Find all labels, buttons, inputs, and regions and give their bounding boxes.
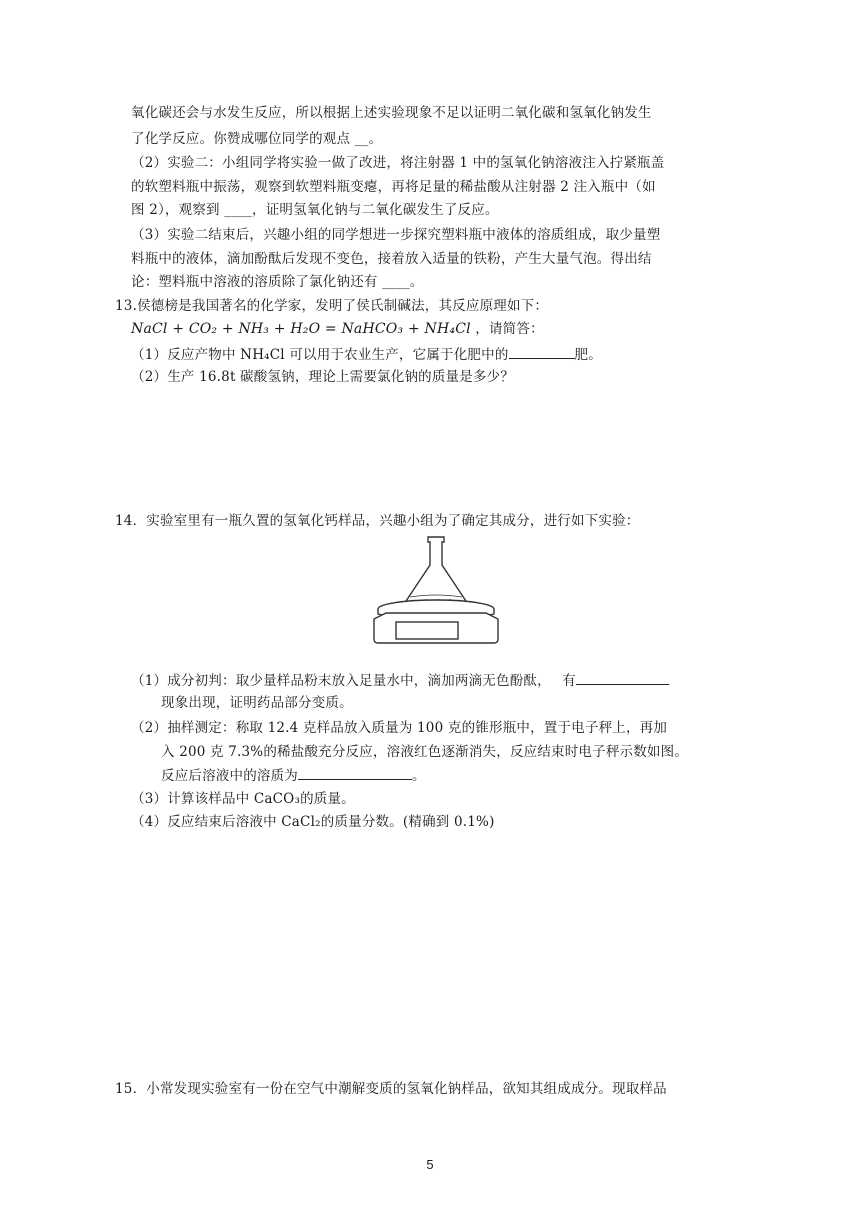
- text-line: 现象出现，证明药品部分变质。: [161, 695, 353, 711]
- question-14: 14．实验室里有一瓶久置的氢氧化钙样品，兴趣小组为了确定其成分，进行如下实验：: [115, 513, 640, 529]
- equation-tail: ，请简答：: [475, 321, 544, 337]
- question-text: （1）反应产物中 NH₄Cl 可以用于农业生产，它属于化肥中的: [131, 347, 509, 363]
- text-line: 入 200 克 7.3%的稀盐酸充分反应，溶液红色逐渐消失，反应结束时电子秤示数如图。: [161, 744, 689, 760]
- question-14-part-4: （4）反应结束后溶液中 CaCl₂的质量分数。(精确到 0.1%): [131, 814, 495, 830]
- question-14-part-3: （3）计算该样品中 CaCO₃的质量。: [131, 791, 355, 807]
- reaction-equation: [131, 319, 544, 339]
- answer-blank: [576, 670, 669, 685]
- question-text: 肥。: [574, 347, 602, 363]
- text-line: 了化学反应。你赞成哪位同学的观点 __。: [131, 131, 383, 147]
- text-line: [161, 765, 426, 786]
- question-14-part-2: （2）抽样测定：称取 12.4 克样品放入质量为 100 克的锥形瓶中，置于电子秤上，再加: [131, 720, 668, 736]
- scale-display: [396, 622, 458, 639]
- page-number: 5: [426, 1157, 434, 1172]
- text-line: 料瓶中的液体，滴加酚酞后发现不变色，接着放入适量的铁粉，产生大量气泡。得出结: [131, 251, 652, 267]
- text-line: 的软塑料瓶中振荡，观察到软塑料瓶变瘪，再将足量的稀盐酸从注射器 2 注入瓶中（如: [131, 179, 656, 195]
- electronic-scale-figure: [368, 535, 502, 645]
- question-13-part-1: [131, 344, 602, 365]
- question-text: （1）成分初判：取少量样品粉末放入足量水中，滴加两滴无色酚酞， 有: [131, 673, 576, 689]
- question-text: 。: [412, 768, 426, 784]
- conical-flask: [406, 537, 467, 607]
- text-line: （2）实验二：小组同学将实验一做了改进，将注射器 1 中的氢氧化钠溶液注入拧紧瓶盖: [131, 155, 665, 171]
- question-13-part-2: （2）生产 16.8t 碳酸氢钠，理论上需要氯化钠的质量是多少？: [131, 369, 515, 385]
- question-text: 反应后溶液中的溶质为: [161, 768, 298, 784]
- answer-blank: [509, 344, 575, 359]
- answer-blank: [298, 765, 412, 780]
- question-13: 13.侯德榜是我国著名的化学家，发明了侯氏制碱法，其反应原理如下：: [115, 298, 549, 314]
- equation-formula: NaCl + CO₂ + NH₃ + H₂O = NaHCO₃ + NH₄Cl: [131, 321, 471, 337]
- text-line: （3）实验二结束后，兴趣小组的同学想进一步探究塑料瓶中液体的溶质组成，取少量塑: [131, 227, 661, 243]
- question-14-part-1: [131, 670, 669, 691]
- text-line: 氧化碳还会与水发生反应，所以根据上述实验现象不足以证明二氧化碳和氢氧化钠发生: [131, 105, 652, 121]
- text-line: 图 2），观察到 ____，证明氢氧化钠与二氧化碳发生了反应。: [131, 202, 499, 218]
- text-line: 论：塑料瓶中溶液的溶质除了氯化钠还有 ____。: [131, 274, 424, 290]
- question-15: 15．小常发现实验室有一份在空气中潮解变质的氢氧化钠样品，欲知其组成成分。现取样品: [115, 1081, 667, 1097]
